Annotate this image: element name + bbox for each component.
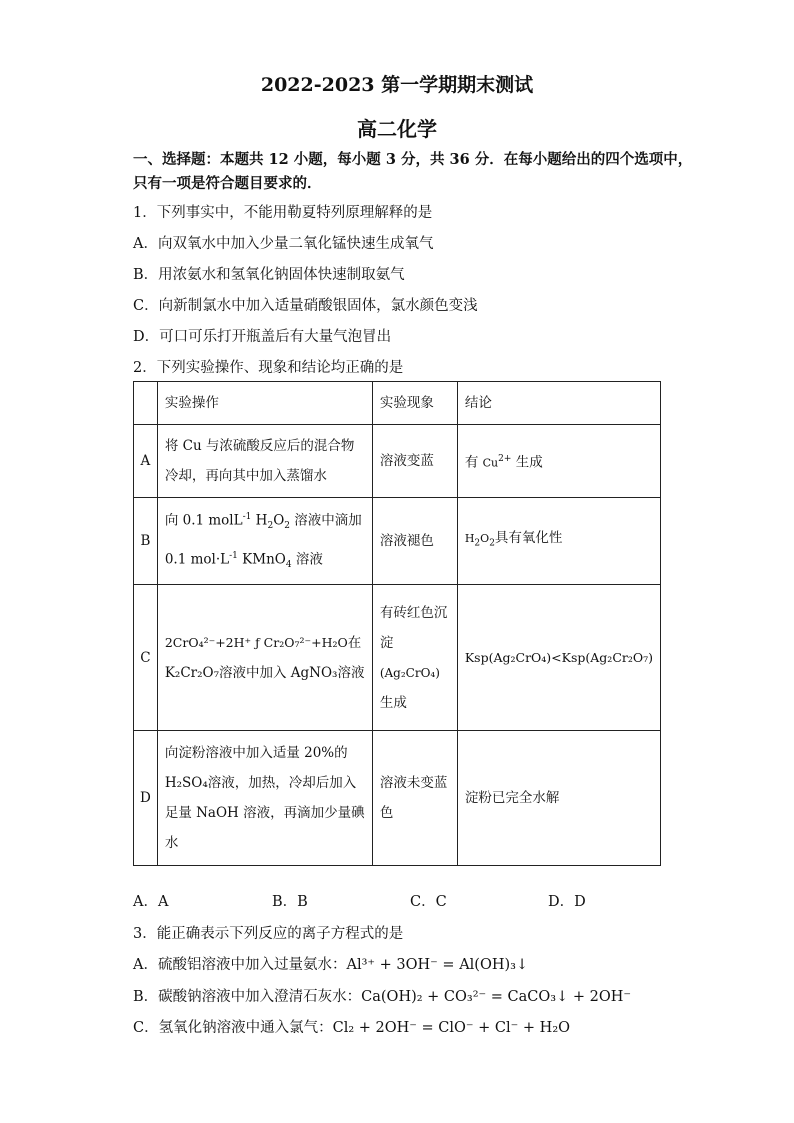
row-b-operation (157, 498, 372, 585)
row-c-conclusion: Ksp(Ag₂CrO₄)<Ksp(Ag₂Cr₂O₇) (457, 585, 660, 731)
superscript: -1 (242, 512, 252, 522)
row-a-phenomenon: 溶液变蓝 (372, 425, 457, 498)
row-d-phenomenon: 溶液未变蓝色 (372, 731, 457, 866)
exam-subtitle: 高二化学 (357, 117, 437, 141)
table-row (134, 585, 661, 731)
equilibrium-equation: 2CrO₄²⁻+2H⁺ ƒ Cr₂O₇²⁻+H₂O (164, 634, 348, 650)
conclusion-text: 生成 (515, 454, 543, 471)
q3-option-b: B．碳酸钠溶液中加入澄清石灰水：Ca(OH)₂ + CO₃²⁻ = CaCO₃↓ + 2OH⁻ (133, 989, 632, 1005)
row-label-a: A (134, 425, 158, 498)
subscript: 2 (489, 539, 495, 550)
precipitate-formula: (Ag₂CrO₄) (379, 665, 440, 680)
text-part: H (251, 512, 268, 529)
subscript: 2 (284, 521, 290, 532)
q2-option-b: B．B (272, 894, 308, 910)
table-header-operation: 实验操作 (157, 382, 372, 425)
q1-option-a: A．向双氧水中加入少量二氧化锰快速生成氧气 (133, 236, 434, 252)
q2-table (133, 381, 661, 866)
section-heading-line1: 一、选择题：本题共 12 小题，每小题 3 分，共 36 分．在每小题给出的四个选项中， (133, 151, 693, 168)
text-part: 有砖红色沉淀 (379, 604, 448, 651)
ion-charge: 2+ (498, 453, 512, 464)
table-header-conclusion: 结论 (457, 382, 660, 425)
row-d-conclusion: 淀粉已完全水解 (457, 731, 660, 866)
q1-option-b: B．用浓氨水和氢氧化钠固体快速制取氨气 (133, 267, 405, 283)
row-b-conclusion (457, 498, 660, 585)
text-part: 溶液中滴加 0.1 mol·L (164, 512, 362, 568)
q3-option-a: A．硫酸铝溶液中加入过量氨水：Al³⁺ + 3OH⁻ = Al(OH)₃↓ (133, 957, 529, 973)
subscript: 2 (267, 521, 274, 532)
text-part: 在 K₂Cr₂O₇溶液中加入 AgNO₃溶液 (164, 634, 365, 681)
row-label-b: B (134, 498, 158, 585)
q1-option-c: C．向新制氯水中加入适量硝酸银固体，氯水颜色变浅 (133, 298, 478, 314)
text-part: 溶液 (291, 551, 323, 568)
subscript: 2 (474, 539, 481, 550)
ion-formula: Cu (482, 456, 499, 470)
superscript: -1 (229, 551, 238, 562)
text-part: H (464, 532, 475, 546)
exam-title: 2022-2023 第一学期期末测试 (260, 74, 534, 96)
text-part: O (273, 512, 285, 529)
subscript: 4 (285, 560, 292, 571)
section-heading-line2: 只有一项是符合题目要求的． (133, 175, 322, 192)
row-a-operation: 将 Cu 与浓硫酸反应后的混合物冷却，再向其中加入蒸馏水 (157, 425, 372, 498)
text-part: O (480, 532, 490, 546)
q3-option-c: C．氢氧化钠溶液中通入氯气：Cl₂ + 2OH⁻ = ClO⁻ + Cl⁻ + H₂O (133, 1020, 571, 1036)
conclusion-text: 有 (464, 454, 479, 471)
table-header-row (134, 382, 661, 425)
table-header-blank (134, 382, 158, 425)
q2-option-d: D．D (548, 894, 586, 910)
q3-stem: 3．能正确表示下列反应的离子方程式的是 (133, 926, 404, 942)
text-part: 向 0.1 molL (164, 512, 243, 529)
table-row (134, 731, 661, 866)
row-label-c: C (134, 585, 158, 731)
row-a-conclusion (457, 425, 660, 498)
q1-option-d: D．可口可乐打开瓶盖后有大量气泡冒出 (133, 329, 392, 345)
q2-option-a: A．A (133, 894, 169, 910)
text-part: KMnO (237, 551, 286, 568)
text-part: 具有氧化性 (494, 530, 563, 547)
table-row (134, 425, 661, 498)
row-c-phenomenon (372, 585, 457, 731)
table-row (134, 498, 661, 585)
q2-stem: 2．下列实验操作、现象和结论均正确的是 (133, 360, 404, 376)
q2-option-c: C．C (410, 894, 447, 910)
table-header-phenomenon: 实验现象 (372, 382, 457, 425)
row-label-d: D (134, 731, 158, 866)
row-d-operation: 向淀粉溶液中加入适量 20%的 H₂SO₄溶液，加热，冷却后加入足量 NaOH 溶液，再滴加少量碘水 (157, 731, 372, 866)
q1-stem: 1．下列事实中，不能用勒夏特列原理解释的是 (133, 205, 433, 221)
text-part: 生成 (379, 694, 407, 711)
row-c-operation (157, 585, 372, 731)
row-b-phenomenon: 溶液褪色 (372, 498, 457, 585)
